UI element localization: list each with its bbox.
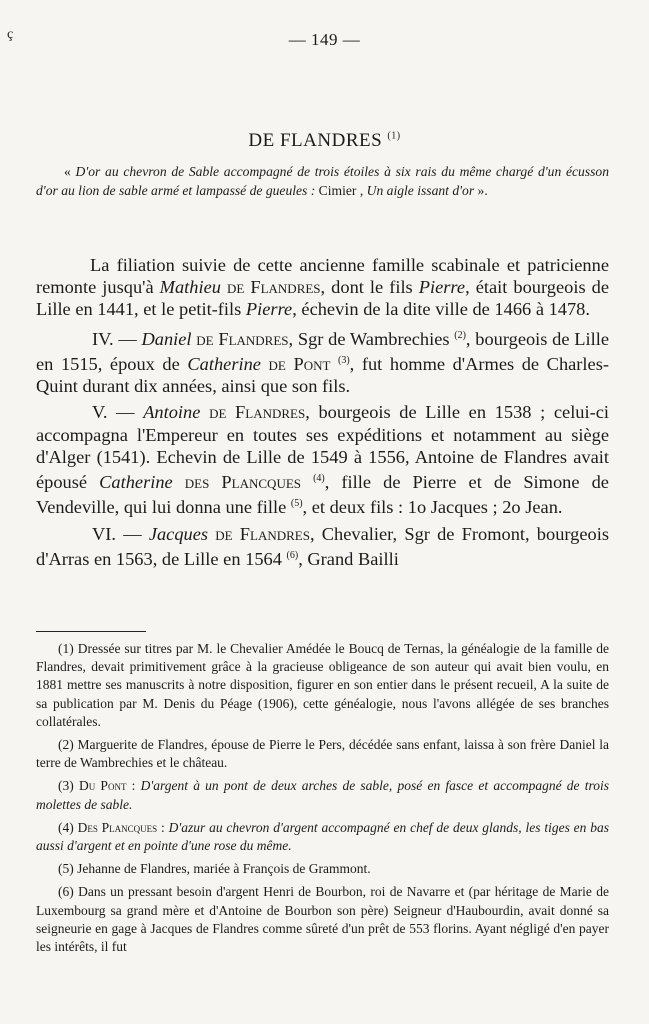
footnote-ref: (6) <box>286 549 299 561</box>
family-name: des Plancques <box>184 472 301 493</box>
text-run: : <box>157 819 169 835</box>
family-name: de Flandres <box>215 523 310 544</box>
footnote-ref: (4) <box>313 473 325 485</box>
person-name: Jacques <box>148 523 209 544</box>
text-run: , était bourgeois de Lille en 1441, et le petit-fils <box>36 277 609 320</box>
blazon-close-quote: ». <box>474 183 488 198</box>
section-title <box>0 130 649 152</box>
family-name: de Flandres <box>209 402 306 423</box>
text-run: La filiation suivie de cette ancienne famille scabinale et patricienne remonte jusqu'à <box>36 255 609 298</box>
text-run: , fille de Pierre et de Simone de Vendeville, qui lui donna une fille <box>36 472 609 518</box>
text-run: , bourgeois de Lille en 1538 ; celui-ci accompagna l'Empereur en toutes ses expéditions et notamment au siège d'Alger (1541). Echevin de Lille de 1549 à 1556, Antoine de Flandres avait épousé <box>36 402 610 493</box>
crest-label: Cimier , <box>315 183 367 198</box>
page-number: — 149 — <box>288 30 361 49</box>
paragraph-generation-v <box>36 401 609 518</box>
generation-number: V. — <box>92 402 144 423</box>
footnote-4 <box>36 819 609 855</box>
arms-description: D'argent à un pont de deux arches de sable, posé en fasce et accompagné de trois molettes de sable. <box>36 778 609 812</box>
main-text <box>36 254 609 574</box>
footnote-ref: (2) <box>454 329 466 341</box>
blazon-text: D'or au chevron de Sable accompagné de trois étoiles à six rais du même chargé d'un écusson d'or au lion de sable armé et lampassé de gueules : <box>36 164 609 198</box>
text-run: , échevin de la dite ville de 1466 à 1478. <box>292 299 590 320</box>
footnote-3 <box>36 777 609 813</box>
text-run: : <box>126 778 141 794</box>
family-name: de Flandres <box>196 328 289 349</box>
footnotes <box>36 640 609 961</box>
person-name: Pierre <box>418 277 466 298</box>
family-name: Du Pont <box>78 778 127 794</box>
footnote-number: (4) <box>58 819 78 835</box>
footnote-ref: (3) <box>338 354 350 366</box>
family-name: de Pont <box>268 354 331 375</box>
title-text: DE FLANDRES <box>248 130 383 151</box>
paragraph-generation-vi <box>36 523 609 571</box>
text-run: , et deux fils : 1o Jacques ; 2o Jean. <box>302 497 563 518</box>
text-run: , bourgeois de Lille en 1515, époux de <box>36 328 609 375</box>
paragraph-generation-iv <box>36 325 609 398</box>
text-run: , Chevalier, Sgr de Fromont, bourgeois d'Arras en 1563, de Lille en 1564 <box>36 523 610 570</box>
text-run: , Grand Bailli <box>298 549 399 570</box>
footnote-6: (6) Dans un pressant besoin d'argent Henri de Bourbon, roi de Navarre et (par héritage de Marie de Luxembourg sa grand mère et d'Antoine de Bourbon son père) Seigneur d'Haubourdin, avait donné sa seigneurie en gage à Jacques de Flandres comme sûreté d'un prêt de 553 florins. Ayant négligé d'en payer les intérêts, il fut <box>36 884 609 955</box>
footnote-number: (3) <box>58 778 79 794</box>
generation-number: IV. — <box>92 328 142 349</box>
footnote-2: (2) Marguerite de Flandres, épouse de Pierre le Pers, décédée sans enfant, laissa à son frère Daniel la terre de Wambrechies et le château. <box>36 737 609 771</box>
person-name: Antoine <box>143 402 201 423</box>
footnote-5: (5) Jehanne de Flandres, mariée à François de Grammont. <box>58 861 371 877</box>
person-name: Pierre <box>245 299 293 320</box>
person-name: Daniel <box>141 328 192 349</box>
title-footnote-ref: (1) <box>387 130 401 142</box>
footnote-ref: (5) <box>290 498 303 510</box>
generation-number: VI. — <box>92 523 149 544</box>
arms-description: D'azur au chevron d'argent accompagné en chef de deux glands, les tiges en bas aussi d'argent et en pointe d'une rose du même. <box>36 819 609 854</box>
crest-text: Un aigle issant d'or <box>366 183 475 198</box>
text-run: , Sgr de Wambrechies <box>288 328 455 349</box>
person-name: Catherine <box>99 472 173 493</box>
footnote-separator <box>36 631 146 632</box>
footnote-1: (1) Dressée sur titres par M. le Chevalier Amédée le Boucq de Ternas, la généalogie de la famille de Flandres, devait primitivement grâce à la gracieuse obligeance de son auteur qui avait bien voulu, en 1881 mettre ses manuscrits à notre disposition, figurer en son entier dans le présent recueil, A la suite de sa publication par M. Denis du Péage (1906), cette généalogie, nous l'avons allégée de ses branches collatérales. <box>36 641 609 729</box>
text-run: , fut homme d'Armes de Charles-Quint durant dix années, ainsi que son fils. <box>36 354 609 397</box>
blazon-open-quote: « <box>64 164 76 179</box>
paragraph-filiation <box>36 254 609 321</box>
family-name: Des Plancques <box>77 819 158 835</box>
text-run: , dont le fils <box>320 277 419 298</box>
person-name: Catherine <box>187 354 261 375</box>
person-name: Mathieu <box>159 277 221 298</box>
family-name: de Flandres <box>227 277 321 298</box>
blazon-description <box>36 162 609 200</box>
margin-mark: ç <box>7 27 14 42</box>
